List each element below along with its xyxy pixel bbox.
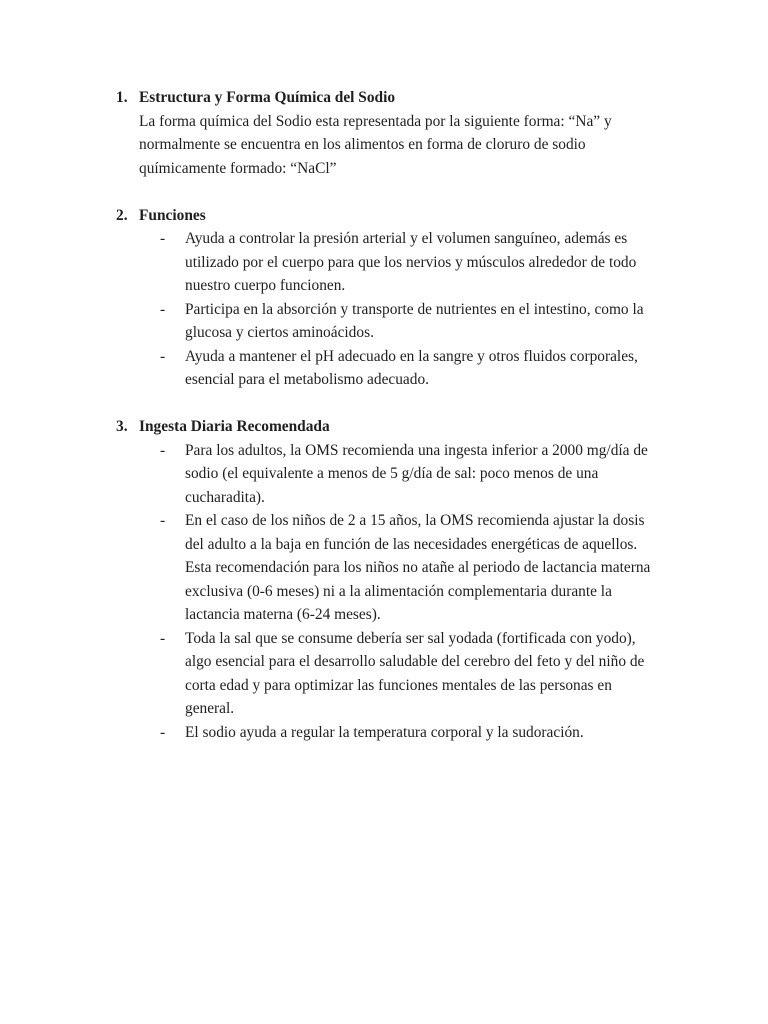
section-number: 3.	[116, 418, 128, 435]
list-item	[0, 627, 768, 721]
list-item	[0, 439, 768, 510]
bullet-marker: -	[160, 629, 166, 647]
list-item-text: Participa en la absorción y transporte de nutrientes en el intestino, como la glucosa y ciertos aminoácidos.	[185, 300, 644, 341]
section-estructura	[0, 86, 768, 180]
list-item-text: Toda la sal que se consume debería ser sal yodada (fortificada con yodo), algo esencial para el desarrollo saludable del cerebro del feto y del niño de corta edad y para optimizar las funciones mentales de las personas en general.	[185, 629, 645, 717]
list-item	[0, 509, 768, 627]
bullet-marker: -	[160, 300, 166, 318]
list-item-text: Ayuda a mantener el pH adecuado en la sangre y otros fluidos corporales, esencial para el metabolismo adecuado.	[185, 347, 638, 388]
bullet-marker: -	[160, 347, 166, 365]
list-item	[0, 227, 768, 298]
list-item	[0, 345, 768, 392]
list-item-text: En el caso de los niños de 2 a 15 años, la OMS recomienda ajustar la dosis del adulto a la baja en función de las necesidades energéticas de aquellos. Esta recomendación para los niños no atañe al periodo de lactancia materna exclusiva (0-6 meses) ni a la alimentación complementaria durante la lactancia materna (6-24 meses).	[185, 512, 651, 623]
list-item	[0, 298, 768, 345]
section-number: 2.	[116, 206, 128, 224]
bullet-list	[0, 439, 768, 745]
bullet-marker: -	[160, 512, 166, 529]
section-title: Estructura y Forma Química del Sodio	[139, 89, 396, 106]
section-title: Ingesta Diaria Recomendada	[139, 418, 330, 435]
list-item	[0, 721, 768, 745]
bullet-marker: -	[160, 441, 166, 459]
section-paragraph: La forma química del Sodio esta representada por la siguiente forma: “Na” y normalmente se encuentra en los alimentos en forma de cloruro de sodio químicamente formado: “NaCl”	[139, 112, 612, 177]
list-item-text: Para los adultos, la OMS recomienda una ingesta inferior a 2000 mg/día de sodio (el equivalente a menos de 5 g/día de sal: poco menos de una cucharadita).	[185, 441, 648, 506]
section-heading	[0, 86, 768, 110]
list-item-text: Ayuda a controlar la presión arterial y el volumen sanguíneo, además es utilizado por el cuerpo para que los nervios y músculos alrededor de todo nuestro cuerpo funcionen.	[185, 230, 637, 294]
document-page	[0, 86, 768, 768]
section-funciones	[0, 204, 768, 392]
section-number: 1.	[116, 89, 128, 106]
section-heading	[0, 204, 768, 228]
bullet-marker: -	[160, 230, 166, 247]
section-ingesta	[0, 415, 768, 744]
section-heading	[0, 415, 768, 439]
bullet-marker: -	[160, 723, 166, 741]
bullet-list	[0, 227, 768, 392]
list-item-text: El sodio ayuda a regular la temperatura corporal y la sudoración.	[185, 723, 584, 741]
section-title: Funciones	[139, 206, 206, 224]
